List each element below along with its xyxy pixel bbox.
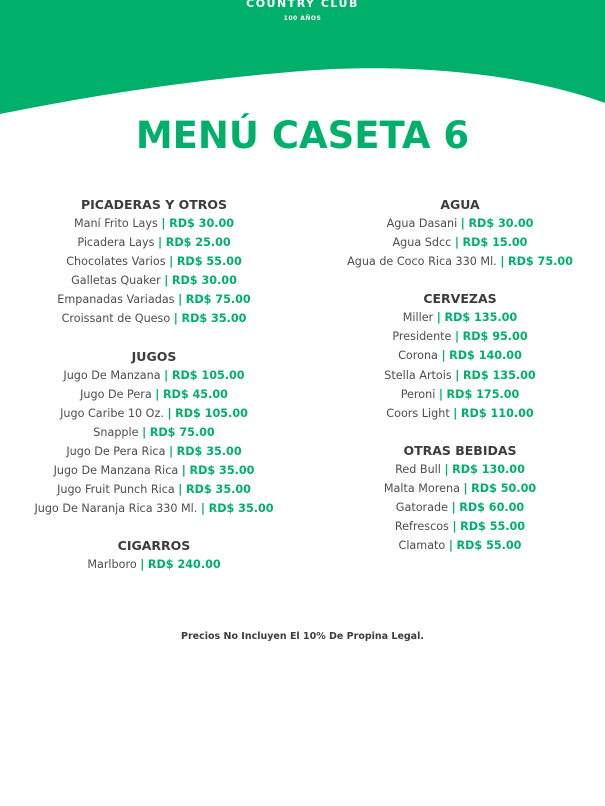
price-separator: | [169, 444, 174, 458]
item-price: RD$ 35.00 [185, 483, 251, 497]
item-price: RD$ 135.00 [462, 368, 536, 382]
item-price: RD$ 15.00 [462, 236, 528, 250]
section-spacer [335, 423, 585, 441]
menu-section-cigarros [30, 536, 278, 574]
price-separator: | [164, 274, 169, 288]
item-price: RD$ 140.00 [449, 349, 522, 363]
menu-section-jugos [30, 347, 278, 519]
menu-item [335, 479, 585, 498]
section-title: CERVEZAS [423, 291, 497, 307]
item-price: RD$ 30.00 [171, 274, 237, 288]
item-name: Picadera Lays [77, 236, 155, 250]
item-price: RD$ 75.00 [149, 425, 215, 439]
section-title: AGUA [440, 197, 480, 212]
menu-column-right [335, 195, 585, 555]
price-separator: | [444, 462, 449, 476]
item-name: Presidente [392, 330, 452, 344]
item-name: Jugo De Pera Rica [66, 444, 166, 458]
item-name: Stella Artois [384, 368, 452, 382]
price-separator: | [441, 349, 446, 363]
item-price: RD$ 35.00 [208, 502, 274, 516]
menu-item [30, 555, 278, 574]
item-price: RD$ 60.00 [459, 501, 525, 515]
item-price: RD$ 45.00 [162, 387, 228, 401]
item-name: Jugo De Pera [80, 387, 152, 401]
menu-item [30, 290, 278, 309]
menu-item-list [335, 214, 585, 271]
price-separator: | [178, 483, 183, 497]
section-title: JUGOS [131, 348, 177, 364]
item-name: Empanadas Variadas [57, 293, 175, 307]
item-price: RD$ 240.00 [147, 558, 221, 572]
item-price: RD$ 35.00 [176, 444, 242, 458]
menu-item [30, 442, 278, 461]
section-title: CIGARROS [117, 538, 191, 554]
menu-item [335, 327, 585, 346]
menu-item [335, 517, 585, 536]
item-price: RD$ 50.00 [471, 481, 537, 495]
item-name: Maní Frito Lays [73, 217, 158, 230]
price-separator: | [455, 368, 460, 382]
item-name: Miller [402, 311, 434, 325]
item-name: Agua de Coco Rica 330 Ml. [347, 255, 497, 269]
item-name: Coors Light [386, 406, 450, 420]
menu-item [30, 271, 278, 290]
price-separator: | [453, 406, 458, 420]
price-separator: | [460, 217, 465, 230]
item-name: Jugo De Naranja Rica 330 Ml. [34, 502, 198, 516]
item-price: RD$ 75.00 [185, 293, 251, 307]
price-separator: | [142, 425, 147, 439]
brand-name: COUNTRY CLUB [246, 0, 359, 10]
item-price: RD$ 75.00 [507, 255, 573, 269]
price-separator: | [161, 217, 166, 230]
menu-item [335, 233, 585, 252]
price-separator: | [178, 293, 183, 307]
item-name: Galletas Quaker [71, 274, 161, 288]
menu-item [30, 423, 278, 442]
price-separator: | [164, 368, 169, 382]
item-price: RD$ 35.00 [181, 312, 247, 326]
menu-item [30, 309, 278, 328]
price-separator: | [455, 330, 460, 344]
menu-item [30, 404, 278, 423]
item-price: RD$ 135.00 [444, 311, 518, 325]
footer-note: Precios No Incluyen El 10% De Propina Legal. [181, 631, 424, 642]
menu-item-list [335, 308, 585, 423]
price-separator: | [167, 406, 172, 420]
price-separator: | [181, 464, 186, 478]
menu-item [30, 385, 278, 404]
section-spacer [30, 329, 278, 347]
item-price: RD$ 30.00 [169, 217, 235, 230]
menu-column-left [30, 195, 278, 574]
item-name: Peroni [400, 387, 436, 401]
menu-item-list [335, 460, 585, 555]
item-name: Jugo Fruit Punch Rica [57, 483, 175, 497]
menu-item [335, 252, 585, 271]
price-separator: | [155, 387, 160, 401]
menu-item [30, 252, 278, 271]
menu-section-agua [335, 195, 585, 271]
menu-item [335, 385, 585, 404]
menu-item [335, 404, 585, 423]
price-separator: | [500, 255, 505, 269]
item-price: RD$ 55.00 [176, 255, 242, 269]
menu-item [30, 461, 278, 480]
menu-item-list [30, 366, 278, 519]
price-separator: | [454, 236, 459, 250]
menu-item [335, 460, 585, 479]
price-separator: | [448, 539, 453, 553]
price-separator: | [200, 502, 206, 516]
price-separator: | [140, 558, 145, 572]
menu-title: MENÚ CASETA 6 [135, 114, 470, 157]
menu-item [335, 214, 585, 233]
item-name: Jugo Caribe 10 Oz. [60, 406, 164, 420]
item-name: Corona [398, 349, 438, 363]
item-name: Marlboro [87, 558, 137, 572]
section-spacer [30, 518, 278, 536]
price-separator: | [452, 520, 457, 534]
item-price: RD$ 105.00 [175, 406, 248, 420]
menu-section-otras-bebidas [335, 441, 585, 555]
item-price: RD$ 175.00 [446, 387, 520, 401]
menu-item [335, 536, 585, 555]
menu-item [335, 308, 585, 327]
menu-section-picaderas-y-otros [30, 195, 278, 329]
section-title: PICADERAS Y OTROS [80, 197, 228, 212]
price-separator: | [463, 481, 468, 495]
section-title: OTRAS BEBIDAS [403, 442, 517, 458]
menu-section-cervezas [335, 289, 585, 423]
item-name: Refrescos [394, 520, 449, 534]
menu-item [30, 499, 278, 518]
item-name: Snapple [93, 425, 139, 439]
item-price: RD$ 55.00 [456, 539, 522, 553]
item-price: RD$ 110.00 [460, 406, 534, 420]
item-name: Clamato [398, 539, 446, 553]
price-separator: | [438, 387, 443, 401]
menu-item [30, 214, 278, 233]
price-separator: | [436, 311, 441, 325]
price-separator: | [169, 255, 174, 269]
item-name: Croissant de Queso [61, 312, 171, 326]
item-name: Jugo De Manzana Rica [53, 464, 179, 478]
menu-item [30, 480, 278, 499]
item-price: RD$ 95.00 [462, 330, 528, 344]
section-spacer [335, 271, 585, 289]
item-price: RD$ 30.00 [468, 217, 534, 230]
item-name: Gatorade [395, 501, 448, 515]
menu-item-list [30, 214, 278, 329]
item-name: Agua Dasani [386, 217, 458, 230]
menu-item [335, 498, 585, 517]
menu-item [30, 366, 278, 385]
item-price: RD$ 35.00 [189, 464, 255, 478]
item-price: RD$ 25.00 [165, 236, 231, 250]
item-name: Malta Morena [383, 481, 460, 495]
brand-subtitle: 100 AÑOS [283, 15, 322, 22]
item-price: RD$ 130.00 [452, 462, 525, 476]
price-separator: | [173, 312, 178, 326]
menu-item [30, 233, 278, 252]
price-separator: | [158, 236, 163, 250]
item-name: Jugo De Manzana [63, 368, 161, 382]
menu-item [335, 366, 585, 385]
item-name: Agua Sdcc [392, 236, 452, 250]
item-price: RD$ 105.00 [171, 368, 245, 382]
item-price: RD$ 55.00 [460, 520, 526, 534]
item-name: Chocolates Varios [66, 255, 166, 269]
price-separator: | [451, 501, 456, 515]
menu-item [335, 346, 585, 365]
item-name: Red Bull [395, 462, 441, 476]
menu-item-list [30, 555, 278, 574]
